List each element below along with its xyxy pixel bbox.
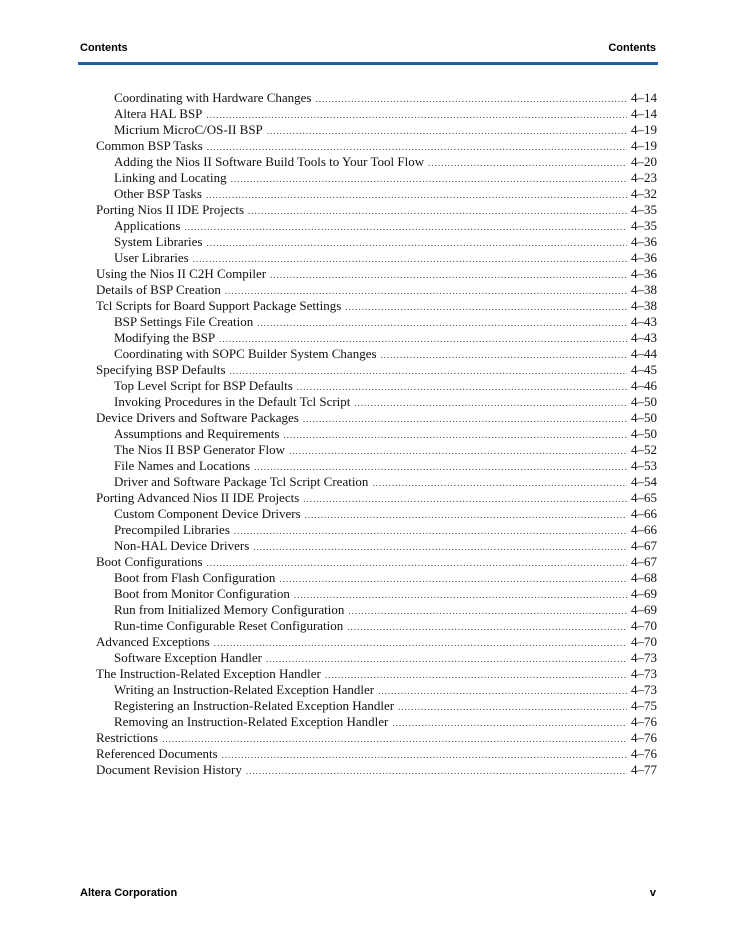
toc-entry[interactable] bbox=[96, 586, 657, 602]
toc-entry[interactable] bbox=[96, 330, 657, 346]
toc-entry[interactable] bbox=[96, 138, 657, 154]
toc-entry-page: 4–50 bbox=[631, 426, 657, 441]
page-header bbox=[78, 42, 658, 58]
toc-entry[interactable] bbox=[96, 282, 657, 298]
toc-entry[interactable] bbox=[96, 730, 657, 746]
toc-entry-title: Software Exception Handler bbox=[114, 650, 263, 665]
toc-entry-title: Non-HAL Device Drivers bbox=[114, 538, 250, 553]
toc-entry-page: 4–76 bbox=[631, 730, 657, 745]
toc-entry-page: 4–73 bbox=[631, 666, 657, 681]
toc-entry[interactable] bbox=[96, 762, 657, 778]
toc-entry-title: Document Revision History bbox=[96, 762, 242, 777]
toc-dot-leader bbox=[294, 587, 627, 603]
toc-entry[interactable] bbox=[96, 442, 657, 458]
toc-entry[interactable] bbox=[96, 650, 657, 666]
footer-company: Altera Corporation bbox=[80, 887, 178, 899]
toc-entry-title: Micrium MicroC/OS-II BSP bbox=[114, 122, 263, 137]
toc-dot-leader bbox=[378, 683, 627, 699]
toc-entry-page: 4–19 bbox=[631, 138, 657, 153]
toc-entry-page: 4–43 bbox=[631, 314, 657, 329]
toc-entry-page: 4–66 bbox=[631, 506, 657, 521]
toc-entry-title: Tcl Scripts for Board Support Package Settings bbox=[96, 298, 342, 313]
toc-entry-title: File Names and Locations bbox=[114, 458, 251, 473]
toc-dot-leader bbox=[303, 491, 627, 507]
toc-entry-title: The Instruction-Related Exception Handler bbox=[96, 666, 321, 681]
toc-entry-page: 4–35 bbox=[631, 202, 657, 217]
toc-entry-title: Other BSP Tasks bbox=[114, 186, 202, 201]
toc-entry-title: Boot from Flash Configuration bbox=[114, 570, 276, 585]
toc-entry[interactable] bbox=[96, 154, 657, 170]
toc-entry-title: Registering an Instruction-Related Exception Handler bbox=[114, 698, 395, 713]
toc-entry-page: 4–46 bbox=[631, 378, 657, 393]
toc-dot-leader bbox=[297, 379, 627, 395]
toc-entry-page: 4–36 bbox=[631, 250, 657, 265]
header-left-title: Contents bbox=[80, 42, 128, 54]
toc-entry-title: Invoking Procedures in the Default Tcl Script bbox=[114, 394, 351, 409]
toc-entry[interactable] bbox=[96, 426, 657, 442]
toc-dot-leader bbox=[347, 619, 627, 635]
toc-dot-leader bbox=[257, 315, 627, 331]
toc-entry-page: 4–76 bbox=[631, 714, 657, 729]
toc-entry[interactable] bbox=[96, 554, 657, 570]
toc-entry-page: 4–32 bbox=[631, 186, 657, 201]
toc-entry-page: 4–52 bbox=[631, 442, 657, 457]
toc-entry-title: System Libraries bbox=[114, 234, 203, 249]
toc-entry-page: 4–73 bbox=[631, 682, 657, 697]
toc-entry-title: Run from Initialized Memory Configuration bbox=[114, 602, 345, 617]
toc-entry-page: 4–36 bbox=[631, 234, 657, 249]
toc-dot-leader bbox=[266, 651, 627, 667]
toc-entry-page: 4–45 bbox=[631, 362, 657, 377]
toc-entry[interactable] bbox=[96, 266, 657, 282]
toc-entry[interactable] bbox=[96, 666, 657, 682]
toc-dot-leader bbox=[184, 219, 627, 235]
toc-entry-page: 4–36 bbox=[631, 266, 657, 281]
toc-dot-leader bbox=[381, 347, 627, 363]
toc-entry-page: 4–35 bbox=[631, 218, 657, 233]
toc-entry[interactable] bbox=[96, 634, 657, 650]
toc-dot-leader bbox=[207, 555, 627, 571]
toc-entry-title: Boot from Monitor Configuration bbox=[114, 586, 290, 601]
toc-dot-leader bbox=[279, 571, 627, 587]
toc-dot-leader bbox=[345, 299, 627, 315]
toc-dot-leader bbox=[246, 763, 627, 779]
toc-entry-page: 4–65 bbox=[631, 490, 657, 505]
toc-dot-leader bbox=[230, 363, 627, 379]
toc-entry[interactable] bbox=[96, 618, 657, 634]
toc-entry[interactable] bbox=[96, 522, 657, 538]
toc-dot-leader bbox=[398, 699, 627, 715]
toc-entry-title: Porting Advanced Nios II IDE Projects bbox=[96, 490, 300, 505]
toc-entry-title: Top Level Script for BSP Defaults bbox=[114, 378, 293, 393]
toc-dot-leader bbox=[270, 267, 627, 283]
toc-dot-leader bbox=[348, 603, 627, 619]
toc-entry-page: 4–50 bbox=[631, 410, 657, 425]
toc-entry-title: Referenced Documents bbox=[96, 746, 218, 761]
toc-entry-title: Precompiled Libraries bbox=[114, 522, 230, 537]
toc-entry-page: 4–44 bbox=[631, 346, 657, 361]
toc-entry-title: Restrictions bbox=[96, 730, 159, 745]
toc-entry-title: BSP Settings File Creation bbox=[114, 314, 254, 329]
toc-entry[interactable] bbox=[96, 682, 657, 698]
toc-entry[interactable] bbox=[96, 714, 657, 730]
toc-entry[interactable] bbox=[96, 250, 657, 266]
toc-entry[interactable] bbox=[96, 106, 657, 122]
toc-entry[interactable] bbox=[96, 346, 657, 362]
toc-entry-page: 4–69 bbox=[631, 586, 657, 601]
toc-entry[interactable] bbox=[96, 122, 657, 138]
toc-entry-title: Removing an Instruction-Related Exception Handler bbox=[114, 714, 389, 729]
toc-entry-title: Details of BSP Creation bbox=[96, 282, 221, 297]
toc-entry[interactable] bbox=[96, 410, 657, 426]
toc-dot-leader bbox=[162, 731, 627, 747]
toc-entry-title: Coordinating with SOPC Builder System Changes bbox=[114, 346, 377, 361]
toc-entry-page: 4–14 bbox=[631, 106, 657, 121]
toc-entry-title: Run-time Configurable Reset Configuration bbox=[114, 618, 344, 633]
toc-dot-leader bbox=[289, 443, 627, 459]
toc-dot-leader bbox=[248, 203, 627, 219]
toc-entry-title: User Libraries bbox=[114, 250, 189, 265]
toc-entry[interactable] bbox=[96, 570, 657, 586]
toc-entry[interactable] bbox=[96, 170, 657, 186]
toc-entry[interactable] bbox=[96, 474, 657, 490]
toc-entry-page: 4–67 bbox=[631, 554, 657, 569]
toc-dot-leader bbox=[325, 667, 627, 683]
toc-entry-page: 4–38 bbox=[631, 282, 657, 297]
toc-dot-leader bbox=[372, 475, 627, 491]
toc-entry[interactable] bbox=[96, 538, 657, 554]
toc-dot-leader bbox=[354, 395, 627, 411]
toc-entry[interactable] bbox=[96, 298, 657, 314]
toc-dot-leader bbox=[225, 283, 627, 299]
toc-entry-page: 4–43 bbox=[631, 330, 657, 345]
toc-dot-leader bbox=[428, 155, 627, 171]
toc-entry-title: Device Drivers and Software Packages bbox=[96, 410, 299, 425]
toc-dot-leader bbox=[206, 235, 627, 251]
header-right-title: Contents bbox=[608, 42, 656, 54]
table-of-contents bbox=[96, 90, 657, 778]
toc-dot-leader bbox=[267, 123, 627, 139]
toc-entry-page: 4–67 bbox=[631, 538, 657, 553]
toc-entry-page: 4–70 bbox=[631, 618, 657, 633]
toc-entry-page: 4–68 bbox=[631, 570, 657, 585]
toc-entry-title: Porting Nios II IDE Projects bbox=[96, 202, 245, 217]
toc-entry-page: 4–69 bbox=[631, 602, 657, 617]
toc-entry-title: Writing an Instruction-Related Exception Handler bbox=[114, 682, 375, 697]
toc-entry-title: Common BSP Tasks bbox=[96, 138, 203, 153]
toc-entry-page: 4–54 bbox=[631, 474, 657, 489]
toc-entry[interactable] bbox=[96, 490, 657, 506]
toc-entry[interactable] bbox=[96, 602, 657, 618]
toc-entry[interactable] bbox=[96, 90, 657, 106]
toc-entry-page: 4–53 bbox=[631, 458, 657, 473]
toc-entry[interactable] bbox=[96, 458, 657, 474]
toc-dot-leader bbox=[305, 507, 627, 523]
toc-dot-leader bbox=[231, 171, 627, 187]
toc-entry-page: 4–70 bbox=[631, 634, 657, 649]
toc-entry-page: 4–77 bbox=[631, 762, 657, 777]
toc-entry[interactable] bbox=[96, 362, 657, 378]
toc-entry-page: 4–75 bbox=[631, 698, 657, 713]
toc-entry[interactable] bbox=[96, 314, 657, 330]
toc-entry-title: Custom Component Device Drivers bbox=[114, 506, 301, 521]
toc-entry-title: Driver and Software Package Tcl Script Creation bbox=[114, 474, 369, 489]
toc-entry[interactable] bbox=[96, 506, 657, 522]
toc-dot-leader bbox=[392, 715, 627, 731]
toc-entry-title: Advanced Exceptions bbox=[96, 634, 210, 649]
toc-entry-title: Specifying BSP Defaults bbox=[96, 362, 226, 377]
toc-entry-title: Boot Configurations bbox=[96, 554, 203, 569]
toc-dot-leader bbox=[206, 187, 627, 203]
toc-entry[interactable] bbox=[96, 234, 657, 250]
page-footer bbox=[78, 887, 658, 903]
toc-dot-leader bbox=[207, 139, 627, 155]
toc-entry[interactable] bbox=[96, 186, 657, 202]
toc-dot-leader bbox=[234, 523, 627, 539]
toc-dot-leader bbox=[222, 747, 627, 763]
toc-entry[interactable] bbox=[96, 378, 657, 394]
toc-entry-title: The Nios II BSP Generator Flow bbox=[114, 442, 286, 457]
toc-entry[interactable] bbox=[96, 394, 657, 410]
toc-entry-page: 4–76 bbox=[631, 746, 657, 761]
toc-entry[interactable] bbox=[96, 746, 657, 762]
toc-entry-title: Linking and Locating bbox=[114, 170, 227, 185]
toc-dot-leader bbox=[283, 427, 627, 443]
toc-dot-leader bbox=[254, 459, 627, 475]
toc-entry-page: 4–73 bbox=[631, 650, 657, 665]
toc-dot-leader bbox=[193, 251, 627, 267]
toc-entry-page: 4–14 bbox=[631, 90, 657, 105]
toc-entry[interactable] bbox=[96, 202, 657, 218]
footer-page-number: v bbox=[649, 887, 656, 899]
toc-entry-title: Altera HAL BSP bbox=[114, 106, 203, 121]
toc-entry-page: 4–50 bbox=[631, 394, 657, 409]
toc-entry-title: Adding the Nios II Software Build Tools to Your Tool Flow bbox=[114, 154, 425, 169]
toc-entry-page: 4–66 bbox=[631, 522, 657, 537]
toc-entry[interactable] bbox=[96, 698, 657, 714]
toc-entry-page: 4–19 bbox=[631, 122, 657, 137]
header-rule bbox=[78, 62, 658, 65]
toc-entry-page: 4–23 bbox=[631, 170, 657, 185]
toc-dot-leader bbox=[253, 539, 627, 555]
toc-dot-leader bbox=[219, 331, 627, 347]
toc-entry-page: 4–20 bbox=[631, 154, 657, 169]
toc-dot-leader bbox=[315, 91, 627, 107]
toc-entry-title: Assumptions and Requirements bbox=[114, 426, 280, 441]
toc-entry-title: Applications bbox=[114, 218, 181, 233]
toc-entry-page: 4–38 bbox=[631, 298, 657, 313]
toc-entry-title: Using the Nios II C2H Compiler bbox=[96, 266, 267, 281]
toc-dot-leader bbox=[206, 107, 627, 123]
toc-dot-leader bbox=[214, 635, 627, 651]
toc-entry-title: Modifying the BSP bbox=[114, 330, 216, 345]
toc-entry[interactable] bbox=[96, 218, 657, 234]
toc-dot-leader bbox=[303, 411, 627, 427]
toc-entry-title: Coordinating with Hardware Changes bbox=[114, 90, 312, 105]
